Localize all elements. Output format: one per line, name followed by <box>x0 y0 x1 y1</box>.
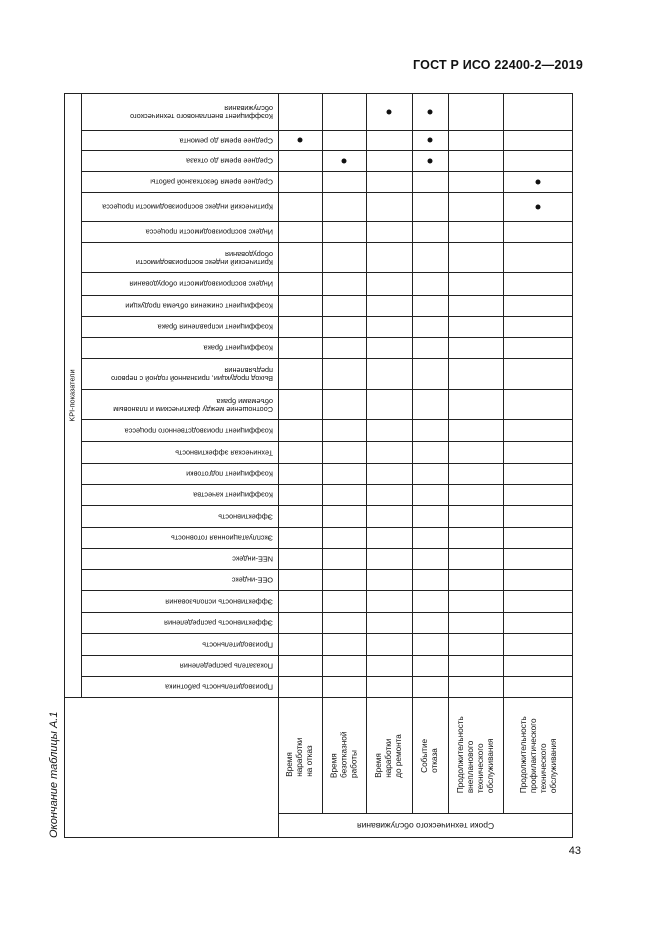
row-label: NEE-индекс <box>232 554 273 564</box>
column-header: Время безотказной работы <box>329 731 358 779</box>
row-label: Производительность <box>202 640 273 650</box>
row-label: Индекс воспроизводимости оборудования <box>129 279 273 289</box>
bullet-mark <box>298 138 303 143</box>
row-label: Техническая эффективность <box>175 448 273 458</box>
row-label: Критический индекс воспроизводимости процесса <box>102 202 273 212</box>
row-label: Эксплуатационная готовность <box>170 533 273 543</box>
row-label: Соотношение между фактическим и плановым объемами брака <box>113 396 273 414</box>
row-label: Коэффициент подготовки <box>186 469 273 479</box>
row-label: OEE-индекс <box>231 575 273 585</box>
column-header: Событие отказа <box>420 739 439 773</box>
row-label: Коэффициент производственного процесса <box>124 426 273 436</box>
column-header: Продолжительность внепланового технического обслуживания <box>455 716 495 794</box>
column-header: Время наработки до ремонта <box>374 734 403 778</box>
table-caption: Окончание таблицы А.1 <box>48 711 60 838</box>
row-label: Коэффициент внепланового технического обслуживания <box>130 103 273 121</box>
bullet-mark <box>428 158 433 163</box>
bullet-mark <box>342 158 347 163</box>
kpi-column-divider <box>81 93 82 697</box>
document-header: ГОСТ Р ИСО 22400-2—2019 <box>413 58 583 72</box>
row-label: Коэффициент снижения объема продукции <box>125 301 273 311</box>
bullet-mark <box>536 204 541 209</box>
row-label: Эффективность использования <box>165 597 273 607</box>
row-label: Выход продукции, признанной годной с первого предъявления <box>111 365 273 383</box>
bullet-mark <box>536 179 541 184</box>
row-label: Индекс воспроизводимости процесса <box>145 227 273 237</box>
row-label: Среднее время до ремонта <box>179 136 273 146</box>
bullet-mark <box>428 109 433 114</box>
row-label: Показатель распределения <box>179 661 273 671</box>
page-number: 43 <box>568 845 581 857</box>
row-label: Эффективность распределения <box>164 618 273 628</box>
row-label: Среднее время безотказной работы <box>150 177 273 187</box>
bullet-mark <box>387 109 392 114</box>
row-label: Коэффициент брака <box>203 343 273 353</box>
bullet-mark <box>428 138 433 143</box>
maintenance-group-label: Сроки технического обслуживания <box>356 820 495 831</box>
column-header: Продолжительность профилактического технического обслуживания <box>518 716 557 794</box>
row-label: Коэффициент исправления брака <box>157 322 273 332</box>
kpi-group-label: KPI-показатели <box>68 368 77 422</box>
row-label: Среднее время до отказа <box>186 156 273 166</box>
column-header: Время наработки на отказ <box>285 737 314 777</box>
row-label: Эффективность <box>218 512 273 522</box>
row-label: Критический индекс воспроизводимости оборудования <box>135 249 273 267</box>
row-label: Коэффициент качества <box>193 490 273 500</box>
row-label: Производительность работника <box>165 682 273 692</box>
